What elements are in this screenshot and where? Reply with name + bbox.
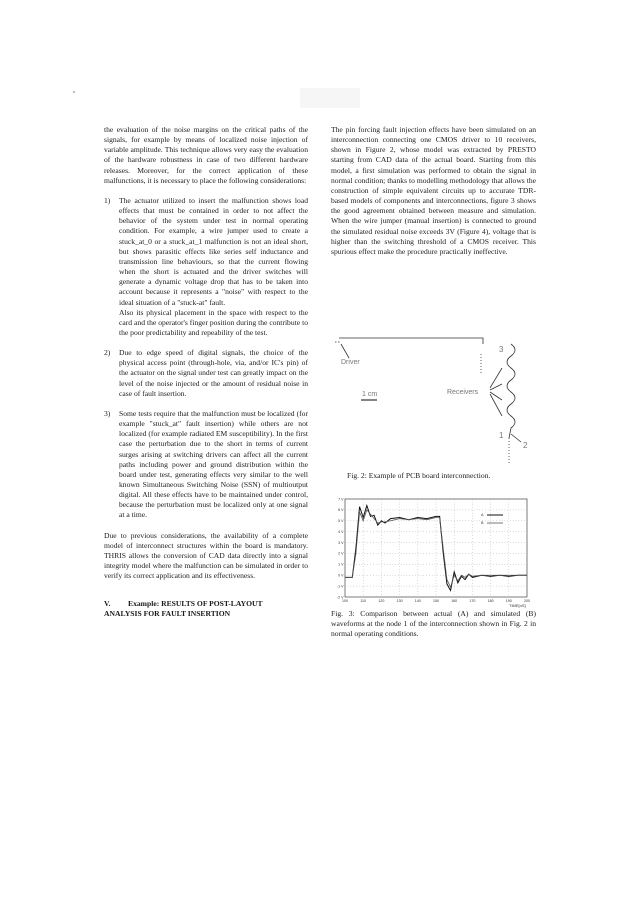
- considerations-list: [104, 196, 308, 521]
- y-tick-label: 3 V: [338, 540, 344, 545]
- pcb-interconnection-figure: [331, 334, 536, 469]
- x-tick-label: 180: [487, 599, 494, 603]
- y-tick-label: -2 V: [336, 595, 344, 600]
- x-tick-label: 100: [342, 599, 348, 603]
- legend-label: A: [481, 513, 484, 518]
- chart-grid: [345, 499, 527, 597]
- x-tick-label: 150: [433, 599, 439, 603]
- legend-label: B: [481, 521, 484, 526]
- x-tick-label: 110: [360, 599, 367, 603]
- x-tick-label: 140: [414, 599, 421, 603]
- section-number: V.: [104, 599, 111, 609]
- figure3-caption: Fig. 3: Comparison between actual (A) and simulated (B) waveforms at the node 1 of the interconnection shown in Fig. 2 in normal operating conditions.: [331, 609, 536, 638]
- receivers-label: Receivers: [447, 389, 479, 396]
- y-tick-label: 5 V: [338, 519, 344, 524]
- left-column: [104, 125, 308, 619]
- figure2-caption: Fig. 2: Example of PCB board interconnection.: [347, 471, 491, 480]
- list-item-text: The actuator utilized to insert the malfunction shows load effects that must be contained in order to not affect the behavior of the system under test in normal operating condition. For example, a wire jumper used to create a stuck_at_0 or a stuck_at_1 malfunction is not an ideal short, but shows parasitic effects like series self inductance and transmission line behaviours, so that the current flowing when the short is actuated and the driver switches will generate a dynamic voltage drop that has to be taken into account because it represents a "noise" with respect to the ideal situation of a "stuck-at" fault.: [119, 195, 308, 307]
- x-tick-label: 160: [451, 599, 458, 603]
- y-tick-label: 7 V: [338, 497, 344, 502]
- waveform-chart: [331, 493, 536, 608]
- list-item: [104, 409, 308, 521]
- node2-pointer: [511, 434, 521, 442]
- driver-label: Driver: [341, 359, 360, 366]
- scan-speck: [73, 91, 75, 93]
- chart-legend: [481, 513, 503, 525]
- y-tick-label: 1 V: [338, 562, 344, 567]
- y-tick-label: 6 V: [338, 508, 344, 513]
- plot-frame: [345, 499, 527, 597]
- list-item-text: Due to edge speed of digital signals, the choice of the physical access point (through-hole, via, and/or IC's pin) of the actuator on the signal under test can greatly impact on the level of the noise injected or the amount of residual noise in case of fault insertion.: [119, 348, 308, 398]
- x-tick-label: 200: [524, 599, 530, 603]
- node2-label: 2: [523, 441, 528, 450]
- receiver-arrow-3: [490, 392, 502, 400]
- x-tick-label: 170: [469, 599, 476, 603]
- receiver-chain: [507, 344, 515, 438]
- list-number: 3): [104, 408, 111, 418]
- y-tick-label: 2 V: [338, 551, 344, 556]
- list-item-text: Some tests require that the malfunction must be localized (for example "stuck_at" fault insertion) while others are not localized (for example radiated EM susceptibility). In the first case the perturbation due to the short in terms of current surges arising at switching drivers can affect all the current paths including power and ground distribution within the board under test, generating effects very similar to the well known Simultaneous Switching Noise (SSN) of multioutput digital. All these effects have to be maintained under control, because the perturbation must be localized only at one signal at a time.: [119, 408, 308, 520]
- y-axis-ticks: [337, 497, 344, 599]
- y-tick-label: 0 V: [338, 573, 344, 578]
- list-number: 1): [104, 195, 111, 205]
- list-number: 2): [104, 348, 111, 358]
- y-tick-label: 4 V: [338, 529, 344, 534]
- section-heading: [104, 599, 308, 619]
- list-item: [104, 196, 308, 338]
- x-axis-ticks: [342, 599, 530, 603]
- list-item: [104, 348, 308, 399]
- x-tick-label: 120: [378, 599, 385, 603]
- driver-pointer: [341, 344, 349, 358]
- x-tick-label: 130: [396, 599, 403, 603]
- node3-label: 3: [499, 345, 504, 354]
- section-title-line2: ANALYSIS FOR FAULT INSERTION: [104, 609, 231, 619]
- node1-label: 1: [499, 431, 504, 440]
- x-axis-label: TIME[nS]: [509, 603, 526, 608]
- y-tick-label: -1 V: [336, 584, 344, 589]
- scale-label: 1 cm: [362, 391, 378, 398]
- conclusion-paragraph: Due to previous considerations, the availability of a complete model of interconnect structures within the board is mandatory. THRIS allows the conversion of CAD data directly into a signal integrity model where the malfunction can be simulated in order to verify its correct application and its effectiveness.: [104, 530, 308, 581]
- x-tick-label: 190: [505, 599, 512, 603]
- receiver-arrow-4: [490, 394, 502, 416]
- intro-paragraph: the evaluation of the noise margins on the critical paths of the signals, for example by means of localized noise injection of variable amplitude. This technique allows very easy the evaluation of the hardware robustness in case of two different hardware releases. Moreover, for the correct application of these malfunctions, it is necessary to place the following considerations:: [104, 125, 308, 185]
- right-paragraph: The pin forcing fault injection effects have been simulated on an interconnection connecting one CMOS driver to 10 receivers, shown in Figure 2, whose model was extracted by PRESTO starting from CAD data of the actual board. Starting from this model, a first simulation was performed to obtain the signal in normal condition; thanks to modelling methodology that allows the construction of simple equivalent circuits up to accurate TDR-based models of components and interconnections, figure 3 shows the good agreement obtained between measure and simulation. When the wire jumper (manual insertion) is connected to ground the simulated residual noise exceeds 3V (Figure 4), voltage that is higher than the switching threshold of a CMOS receiver. This spurious effect make the procedure practically ineffective.: [331, 125, 536, 256]
- list-item-extra: Also its physical placement in the space with respect to the card and the operator's finger position during the contribute to the poor predictability and repeability of the test.: [119, 307, 308, 337]
- scan-smudge: [300, 88, 360, 108]
- right-column: [331, 125, 536, 267]
- section-title-line1: Example: RESULTS OF POST-LAYOUT: [128, 599, 263, 609]
- trace-top: [339, 338, 483, 344]
